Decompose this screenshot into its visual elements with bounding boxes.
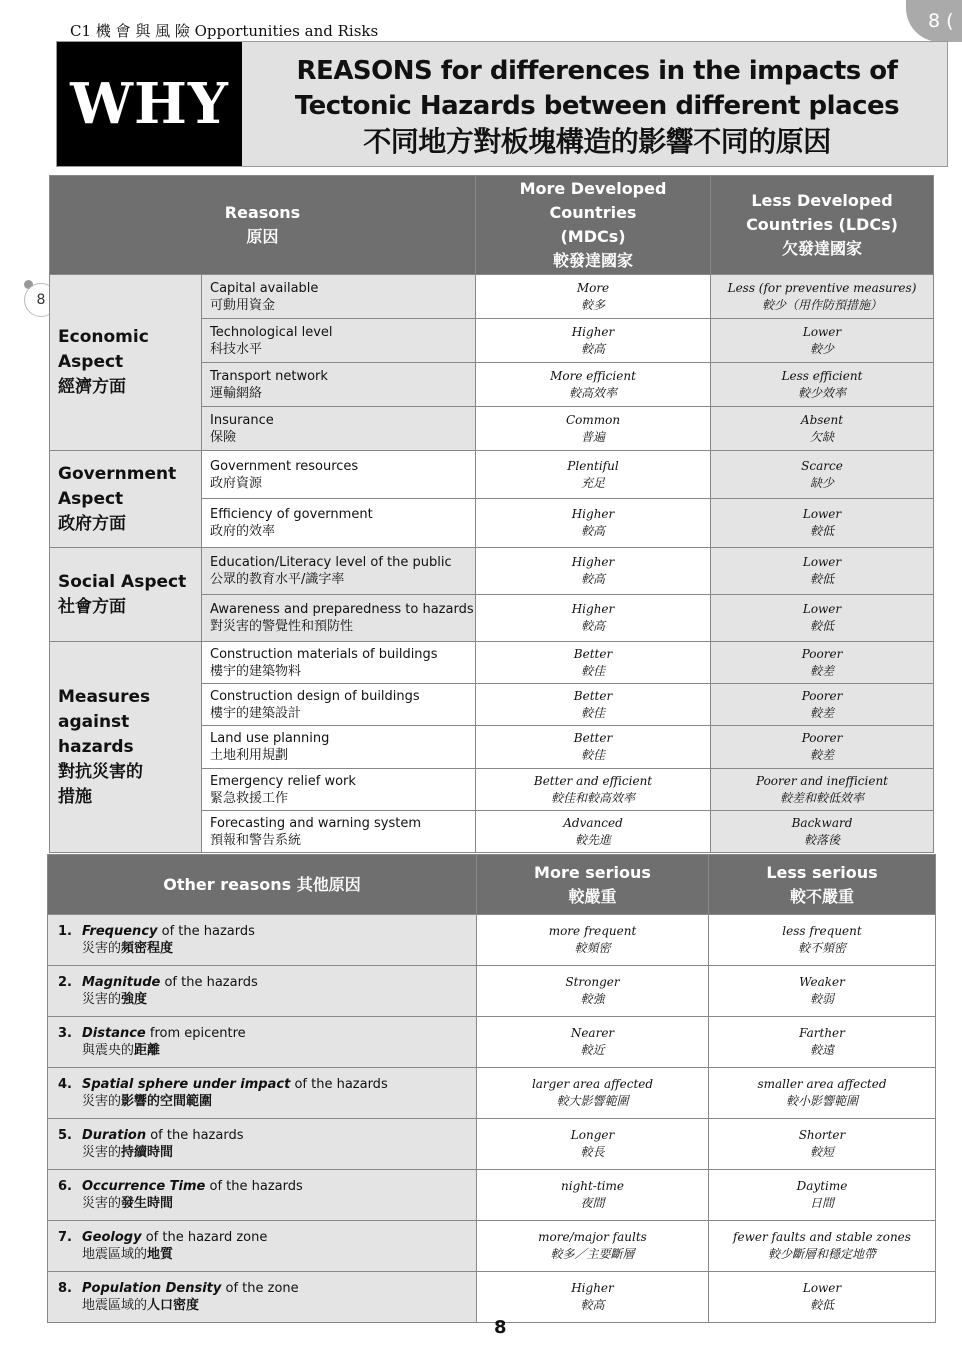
more-serious-cell: night-time 夜間 — [477, 1170, 709, 1221]
ldc-cell: Less (for preventive measures) 較少（用作防預措施） — [711, 275, 934, 319]
reason-cell: Technological level 科技水平 — [202, 319, 476, 363]
table-row — [50, 548, 934, 595]
ldc-cell: Scarce 缺少 — [711, 451, 934, 499]
reason-cell: Forecasting and warning system 預報和警告系統 — [202, 811, 476, 853]
other-reason-cell: 1. Frequency of the hazards 災害的頻密程度 — [48, 915, 477, 966]
other-reason-cell: 6. Occurrence Time of the hazards 災害的發生時間 — [48, 1170, 477, 1221]
mdc-cell: Plentiful 充足 — [476, 451, 711, 499]
more-serious-cell: Nearer 較近 — [477, 1017, 709, 1068]
other-reasons-header — [48, 855, 936, 915]
ldc-cell: Lower 較低 — [711, 595, 934, 642]
table-row — [48, 1068, 936, 1119]
aspect-measures: Measures against hazards 對抗災害的 措施 — [50, 642, 202, 853]
mdc-cell: Better and efficient 較佳和較高效率 — [476, 769, 711, 811]
other-reason-cell: 2. Magnitude of the hazards 災害的強度 — [48, 966, 477, 1017]
reasons-table — [49, 175, 934, 853]
more-serious-cell: more frequent 較頻密 — [477, 915, 709, 966]
header-ldc: Less Developed Countries (LDCs) 欠發達國家 — [711, 176, 934, 275]
table-row — [50, 275, 934, 319]
less-serious-cell: Farther 較遠 — [709, 1017, 936, 1068]
title-line-1: REASONS for differences in the impacts of — [296, 56, 898, 86]
more-serious-cell: Longer 較長 — [477, 1119, 709, 1170]
title-line-3: 不同地方對板塊構造的影響不同的原因 — [363, 125, 831, 158]
mdc-cell: Better 較佳 — [476, 642, 711, 684]
other-reason-cell: 3. Distance from epicentre 與震央的距離 — [48, 1017, 477, 1068]
reason-cell: Transport network 運輸網絡 — [202, 363, 476, 407]
other-reasons-table — [47, 854, 936, 1323]
less-serious-cell: less frequent 較不頻密 — [709, 915, 936, 966]
page-tab: 8 ( — [906, 0, 962, 42]
other-reason-cell: 5. Duration of the hazards 災害的持續時間 — [48, 1119, 477, 1170]
ldc-cell: Absent 欠缺 — [711, 407, 934, 451]
mdc-cell: Higher 較高 — [476, 548, 711, 595]
less-serious-cell: smaller area affected 較小影響範圍 — [709, 1068, 936, 1119]
less-serious-cell: Lower 較低 — [709, 1272, 936, 1323]
ldc-cell: Lower 較低 — [711, 548, 934, 595]
table-row — [48, 1017, 936, 1068]
reasons-table-header — [50, 176, 934, 275]
aspect-government: Government Aspect 政府方面 — [50, 451, 202, 548]
reason-cell: Construction materials of buildings 樓宇的建築物料 — [202, 642, 476, 684]
ldc-cell: Lower 較低 — [711, 499, 934, 548]
mdc-cell: Higher 較高 — [476, 499, 711, 548]
reason-cell: Insurance 保險 — [202, 407, 476, 451]
reason-cell: Emergency relief work 緊急救援工作 — [202, 769, 476, 811]
mdc-cell: Better 較佳 — [476, 726, 711, 769]
mdc-cell: Higher 較高 — [476, 319, 711, 363]
mdc-cell: More 較多 — [476, 275, 711, 319]
reason-cell: Construction design of buildings 樓宇的建築設計 — [202, 684, 476, 726]
header-mdc: More Developed Countries (MDCs) 較發達國家 — [476, 176, 711, 275]
side-page-marker: 8 — [24, 283, 58, 317]
mdc-cell: Common 普遍 — [476, 407, 711, 451]
title-line-2: Tectonic Hazards between different places — [294, 91, 900, 121]
reason-cell: Land use planning 土地利用規劃 — [202, 726, 476, 769]
less-serious-cell: Weaker 較弱 — [709, 966, 936, 1017]
aspect-social: Social Aspect 社會方面 — [50, 548, 202, 642]
ldc-cell: Poorer 較差 — [711, 684, 934, 726]
header-less-serious: Less serious 較不嚴重 — [709, 855, 936, 915]
table-row — [48, 1170, 936, 1221]
table-row — [48, 915, 936, 966]
mdc-cell: Advanced 較先進 — [476, 811, 711, 853]
less-serious-cell: Shorter 較短 — [709, 1119, 936, 1170]
why-badge: WHY — [57, 42, 242, 166]
mdc-cell: Better 較佳 — [476, 684, 711, 726]
ldc-cell: Poorer 較差 — [711, 642, 934, 684]
page-title — [247, 54, 947, 159]
ldc-cell: Poorer 較差 — [711, 726, 934, 769]
mdc-cell: Higher 較高 — [476, 595, 711, 642]
aspect-economic: Economic Aspect 經濟方面 — [50, 275, 202, 451]
header-other-reasons: Other reasons 其他原因 — [48, 855, 477, 915]
more-serious-cell: larger area affected 較大影響範圍 — [477, 1068, 709, 1119]
ldc-cell: Backward 較落後 — [711, 811, 934, 853]
reason-cell: Awareness and preparedness to hazards 對災害的警覺性和預防性 — [202, 595, 476, 642]
reason-cell: Capital available 可動用資金 — [202, 275, 476, 319]
mdc-cell: More efficient 較高效率 — [476, 363, 711, 407]
table-row — [50, 642, 934, 684]
table-row — [48, 1272, 936, 1323]
less-serious-cell: Daytime 日間 — [709, 1170, 936, 1221]
reason-cell: Efficiency of government 政府的效率 — [202, 499, 476, 548]
ldc-cell: Lower 較少 — [711, 319, 934, 363]
other-reason-cell: 7. Geology of the hazard zone 地震區域的地質 — [48, 1221, 477, 1272]
more-serious-cell: more/major faults 較多／主要斷層 — [477, 1221, 709, 1272]
table-row — [48, 1221, 936, 1272]
reason-cell: Government resources 政府資源 — [202, 451, 476, 499]
other-reason-cell: 8. Population Density of the zone 地震區域的人口密度 — [48, 1272, 477, 1323]
page-number: 8 — [494, 1317, 507, 1338]
title-banner — [56, 41, 948, 167]
table-row — [50, 451, 934, 499]
ldc-cell: Less efficient 較少效率 — [711, 363, 934, 407]
header-more-serious: More serious 較嚴重 — [477, 855, 709, 915]
header-reasons: Reasons 原因 — [50, 176, 476, 275]
chapter-header: C1 機 會 與 風 險 Opportunities and Risks — [70, 22, 379, 40]
ldc-cell: Poorer and inefficient 較差和較低效率 — [711, 769, 934, 811]
reason-cell: Education/Literacy level of the public 公眾的教育水平/識字率 — [202, 548, 476, 595]
table-row — [48, 966, 936, 1017]
less-serious-cell: fewer faults and stable zones 較少斷層和穩定地帶 — [709, 1221, 936, 1272]
more-serious-cell: Stronger 較強 — [477, 966, 709, 1017]
other-reason-cell: 4. Spatial sphere under impact of the hazards 災害的影響的空間範圍 — [48, 1068, 477, 1119]
table-row — [48, 1119, 936, 1170]
more-serious-cell: Higher 較高 — [477, 1272, 709, 1323]
